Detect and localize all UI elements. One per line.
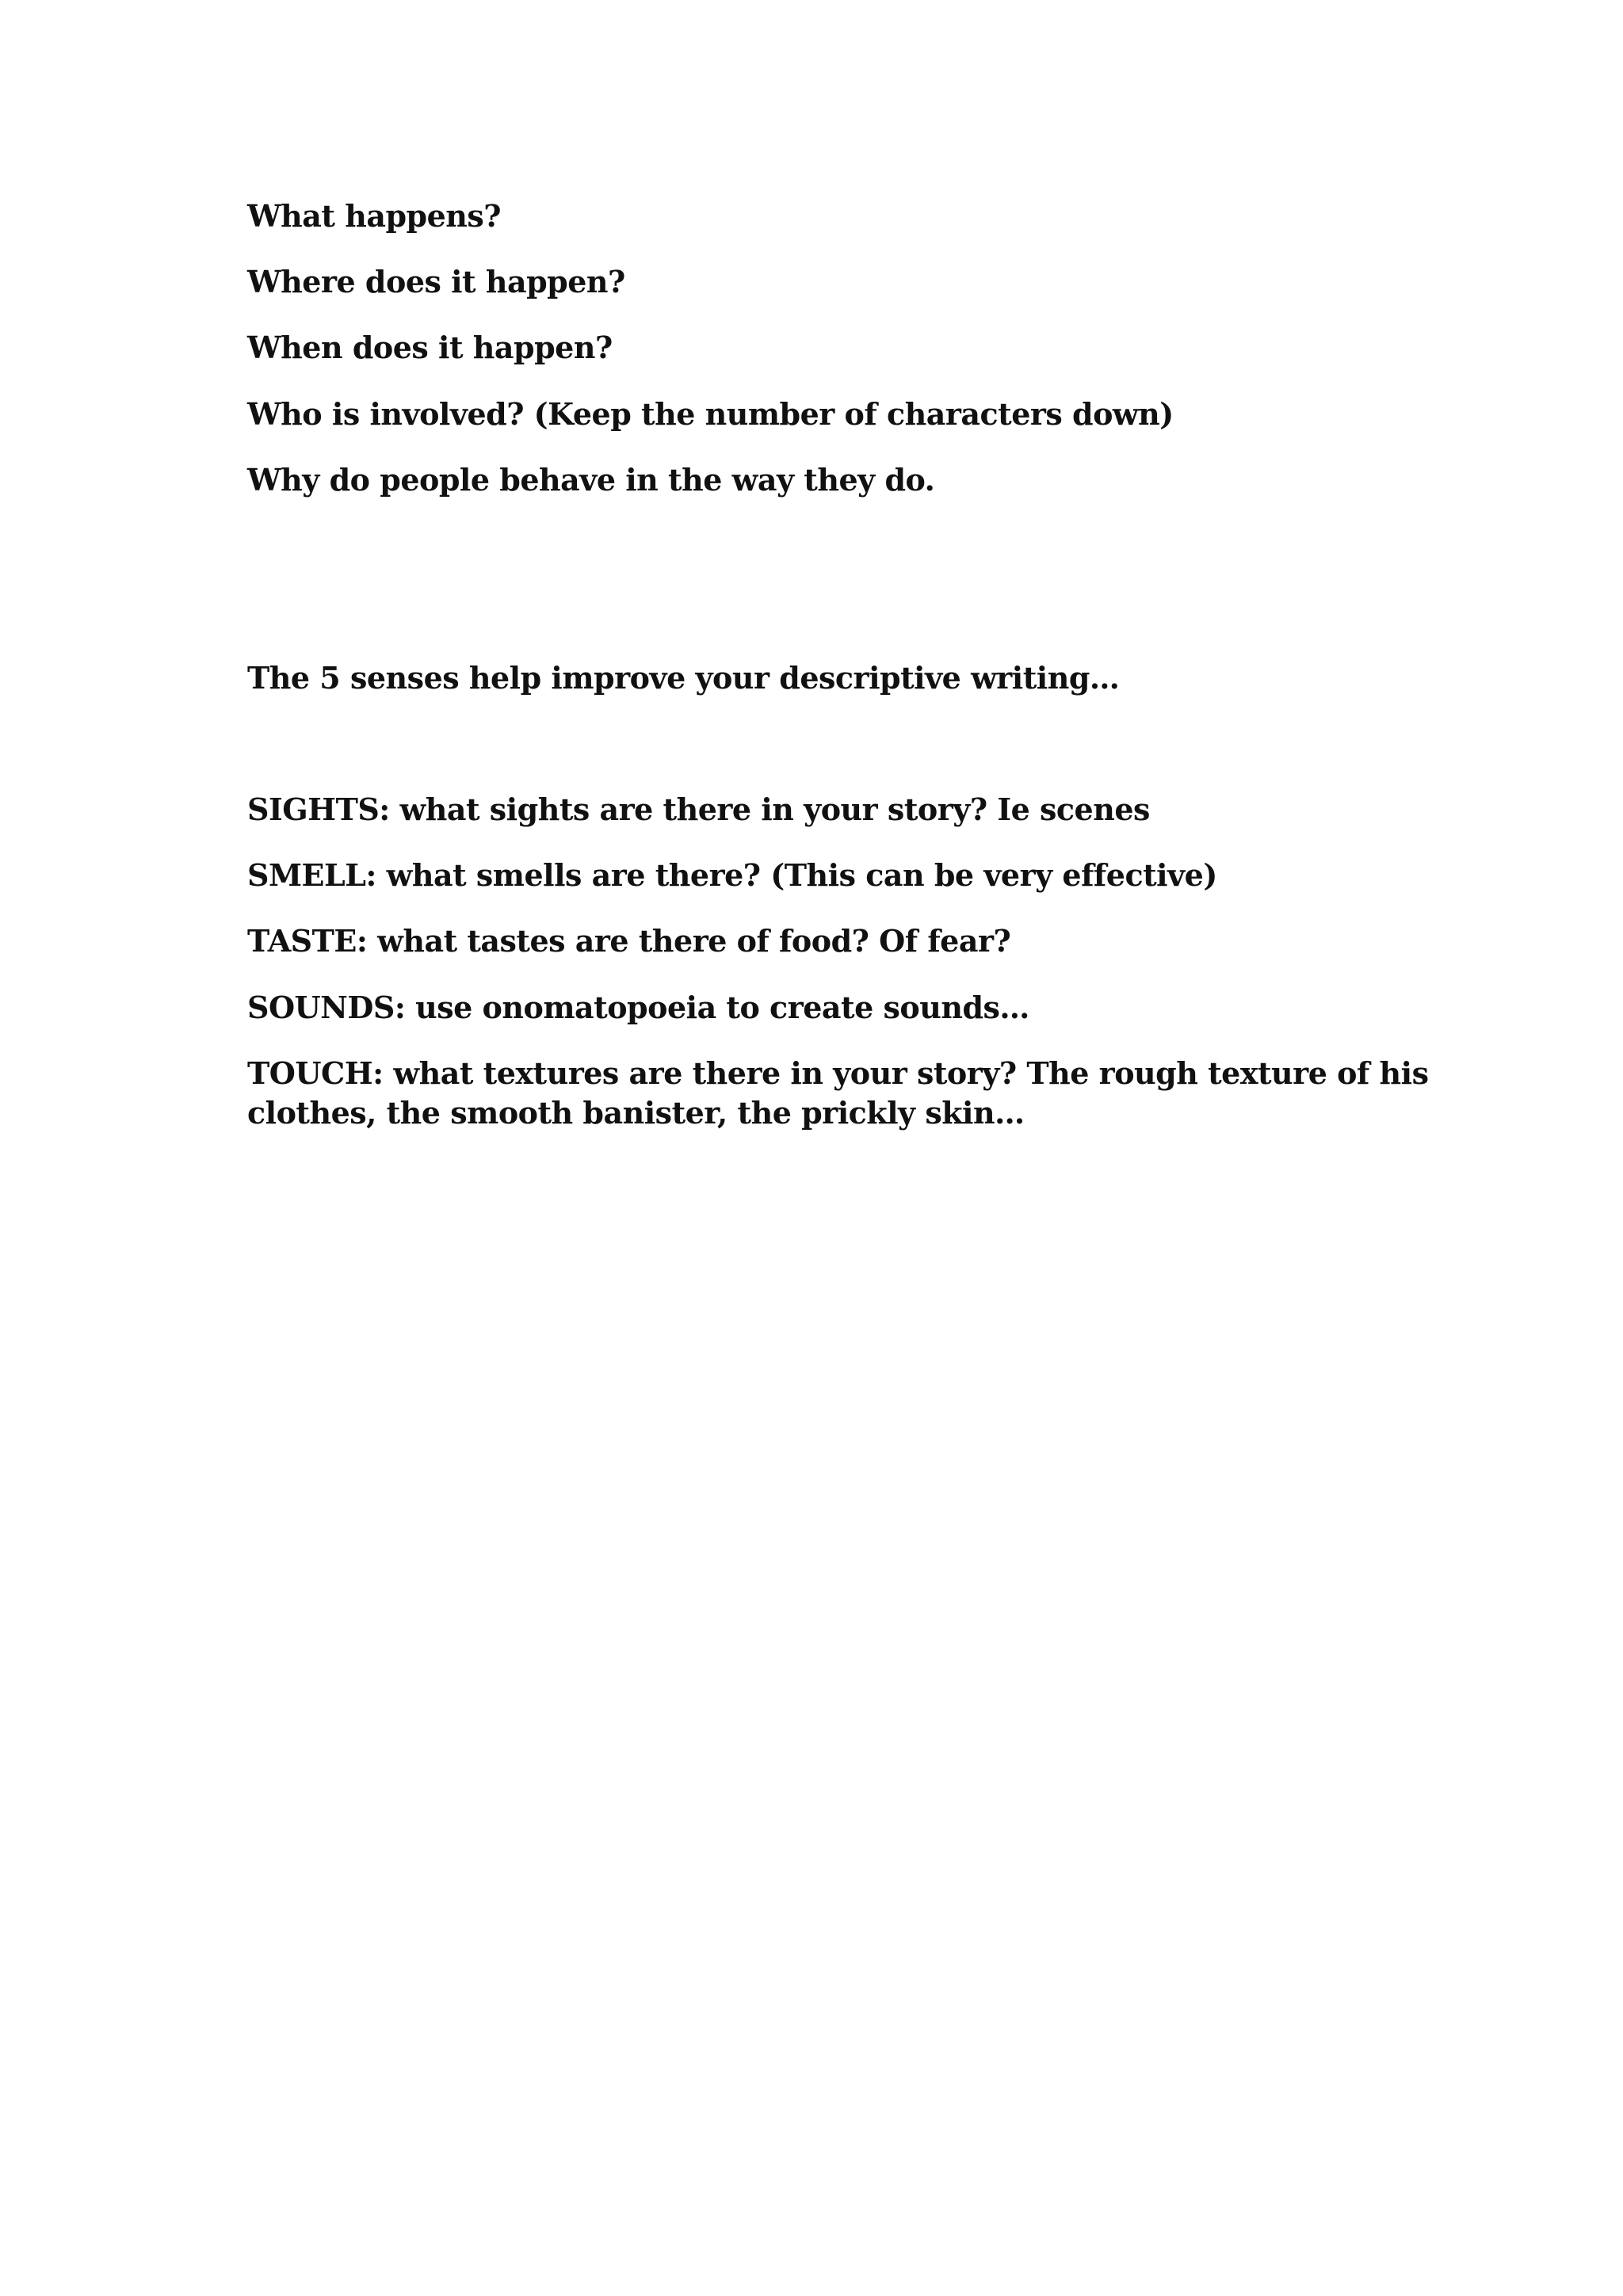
question-why: Why do people behave in the way they do.	[247, 462, 935, 498]
sense-sights: SIGHTS: what sights are there in your story? Ie scenes	[247, 791, 1150, 827]
senses-intro: The 5 senses help improve your descriptive writing…	[247, 660, 1120, 696]
question-when: When does it happen?	[247, 330, 613, 365]
sense-smell: SMELL: what smells are there? (This can be very effective)	[247, 857, 1217, 893]
question-where: Where does it happen?	[247, 264, 625, 299]
sense-sounds: SOUNDS: use onomatopoeia to create sounds…	[247, 990, 1029, 1025]
sense-taste: TASTE: what tastes are there of food? Of fear?	[247, 923, 1011, 959]
question-who: Who is involved? (Keep the number of characters down)	[247, 396, 1174, 432]
sense-touch: TOUCH: what textures are there in your story? The rough texture of his clothes, the smooth banister, the prickly skin…	[247, 1055, 1429, 1131]
question-what: What happens?	[247, 198, 502, 234]
